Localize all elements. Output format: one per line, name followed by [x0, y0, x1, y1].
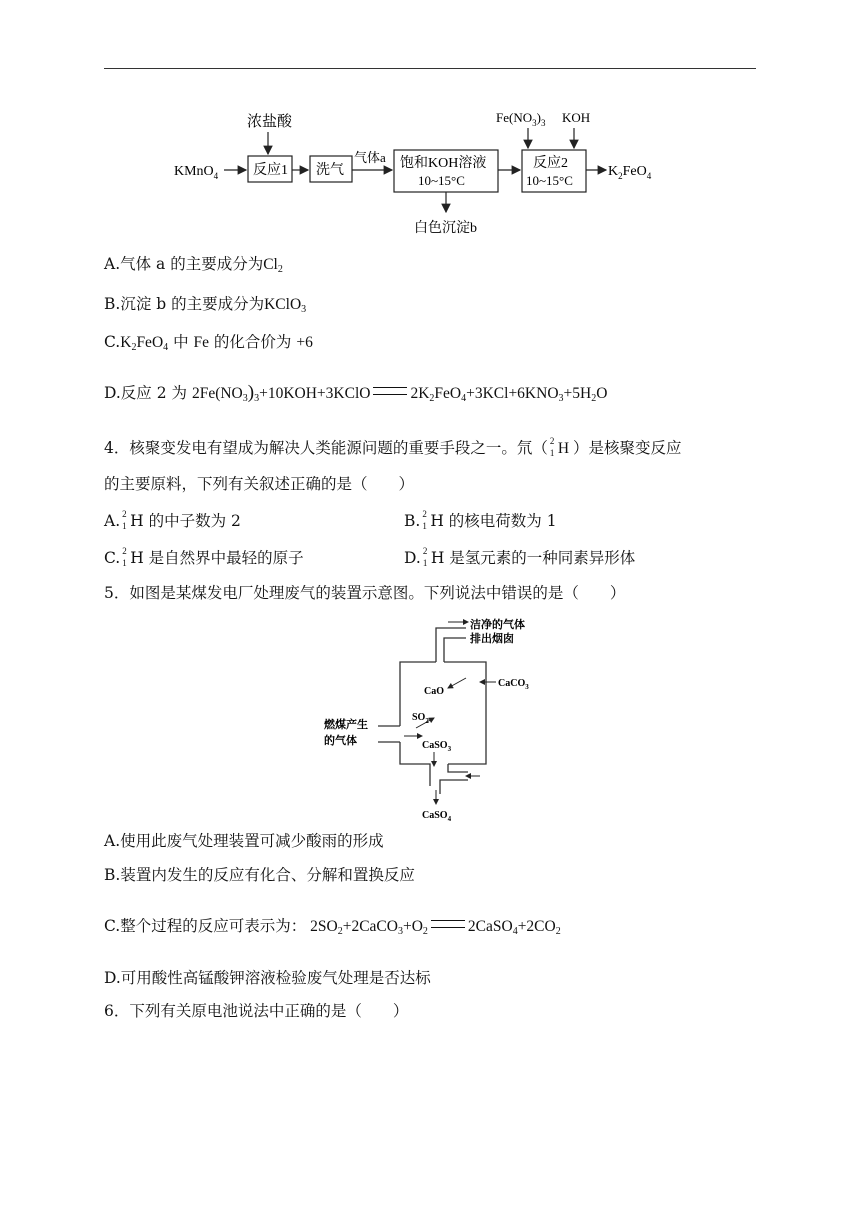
q4-stem-line1: 4．核聚变发电有望成为解决人类能源问题的重要手段之一。氘（ 2 1 H ）是核聚变反应: [104, 436, 682, 458]
q5-option-c[interactable]: C.整个过程的反应可表示为： $2SO_2+2CaCO_3+O_2$ $2CaSO_4+2CO_2$: [104, 917, 561, 937]
kmno4-label: KMnO$_4$: [174, 164, 219, 181]
coal-gas-label-1: 燃煤产生: [324, 719, 368, 731]
q6-stem: 6．下列有关原电池说法中正确的是（ ）: [104, 1002, 409, 1020]
q5-option-a[interactable]: A.使用此废气处理装置可减少酸雨的形成: [104, 832, 384, 850]
precipitate-b-label: 白色沉淀b: [414, 221, 477, 236]
gas-a-label: 气体a: [354, 150, 386, 165]
cl2-formula: $Cl_2$: [263, 256, 283, 275]
flue-gas-apparatus-diagram: [318, 616, 548, 824]
q5-option-d[interactable]: D.可用酸性高锰酸钾溶液检验废气处理是否达标: [104, 969, 431, 987]
reaction2-line1: 反应2: [533, 156, 568, 171]
wash-label: 洗气: [316, 163, 344, 178]
clean-gas-label-1: 洁净的气体: [470, 619, 525, 631]
koh-box-line1: 饱和KOH溶液: [400, 156, 487, 171]
caso4-label: CaSO$_4$: [422, 810, 452, 823]
koh-label: KOH: [562, 110, 591, 125]
k2feo4-formula: $K_2FeO_4$: [120, 334, 169, 353]
q3-option-d[interactable]: D.反应 2 为 $2Fe(NO_3)_3+10KOH+3KClO$ $2K_2FeO_4+3KCl+6KNO_3+5H_2O$: [104, 382, 608, 404]
overall-equation: $2SO_2+2CaCO_3+O_2$ $2CaSO_4+2CO_2$: [310, 918, 561, 937]
cao-label: CaO: [424, 686, 444, 697]
reaction2-line2: 10~15°C: [526, 173, 573, 188]
k2feo4-label: $K_2FeO_4$: [608, 164, 652, 181]
caso3-label: CaSO$_3$: [422, 740, 452, 753]
clean-gas-label-2: 排出烟囱: [470, 633, 514, 645]
reaction2-equation: $2Fe(NO_3)_3+10KOH+3KClO$ $2K_2FeO_4+3KCl+6KNO_3+5H_2O$: [191, 382, 608, 404]
kclo3-formula: KClO$_3$: [264, 296, 307, 315]
q3-option-c[interactable]: $C.K_2FeO_4$ 中 Fe 的化合价为 +6: [104, 333, 313, 353]
q4-option-d[interactable]: D. 2 1 H 是氢元素的一种同素异形体: [404, 546, 636, 568]
koh-box-line2: 10~15°C: [418, 173, 465, 188]
caco3-label: CaCO$_3$: [498, 678, 529, 691]
conc-hcl-label: 浓盐酸: [247, 114, 293, 130]
q5-stem: 5．如图是某煤发电厂处理废气的装置示意图。下列说法中错误的是（ ）: [104, 584, 626, 602]
q3-option-b[interactable]: B.沉淀 b 的主要成分为KClO$_3$: [104, 295, 307, 315]
so2-label: $SO_2$: [412, 712, 429, 725]
q4-option-a[interactable]: A. 2 1 H 的中子数为 2: [104, 509, 241, 531]
feno3-label: $Fe(NO_3)_3$: [496, 110, 546, 128]
reaction1-label: 反应1: [253, 163, 288, 178]
header-rule: [104, 68, 756, 69]
q3-option-a[interactable]: A.气体 a 的主要成分为$Cl_2$: [104, 255, 283, 275]
coal-gas-label-2: 的气体: [324, 735, 357, 747]
q4-option-c[interactable]: C. 2 1 H 是自然界中最轻的原子: [104, 546, 304, 568]
q5-option-b[interactable]: B.装置内发生的反应有化合、分解和置换反应: [104, 866, 415, 884]
q4-option-b[interactable]: B. 2 1 H 的核电荷数为 1: [404, 509, 557, 531]
process-flowchart: [170, 104, 670, 240]
q4-stem-line2: 的主要原料，下列有关叙述正确的是（ ）: [104, 475, 415, 493]
